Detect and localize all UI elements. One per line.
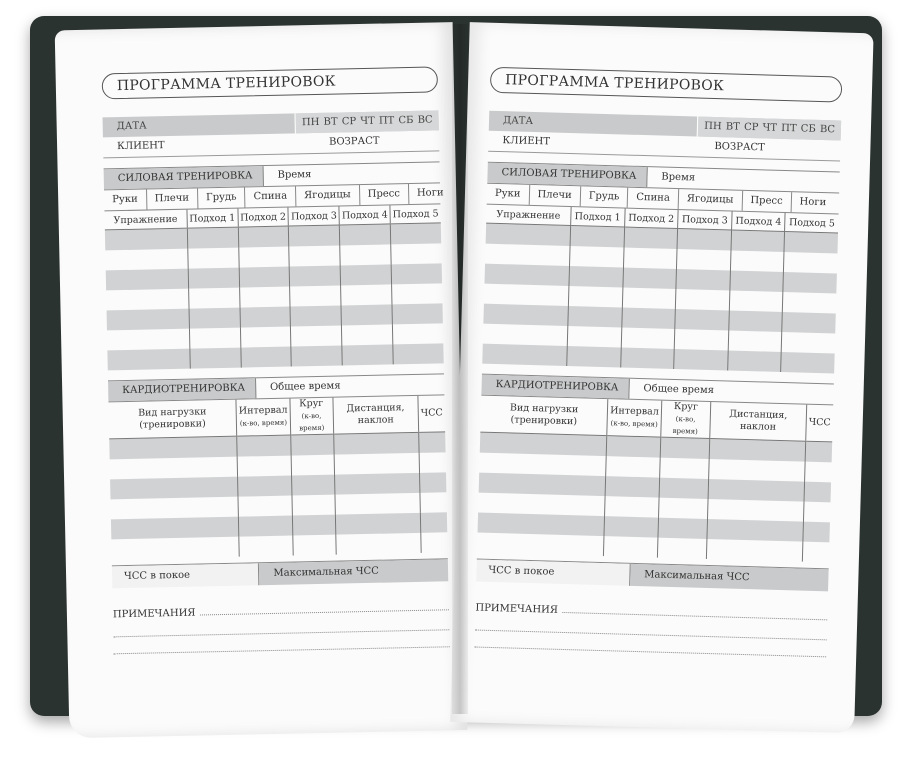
col-interval bbox=[236, 399, 290, 437]
col-circle-label: Круг bbox=[673, 400, 699, 413]
col-interval-label: Интервал bbox=[610, 405, 659, 418]
col-interval-label: Интервал bbox=[238, 404, 288, 417]
col-load-type: Вид нагрузки (тренировки) bbox=[108, 400, 236, 439]
right-page bbox=[450, 22, 873, 733]
cardio-table bbox=[477, 396, 833, 563]
weekdays: ПН ВТ СР ЧТ ПТ СБ ВС bbox=[295, 110, 439, 133]
cardio-section bbox=[108, 373, 448, 559]
muscle-arms: Руки bbox=[104, 190, 147, 211]
col-set-5: Подход 5 bbox=[785, 213, 839, 233]
col-interval bbox=[607, 399, 662, 437]
page-title: ПРОГРАММА ТРЕНИРОВОК bbox=[102, 66, 438, 99]
hr-max-label: Максимальная ЧСС bbox=[630, 564, 829, 592]
strength-table bbox=[482, 205, 838, 374]
strength-time-label: Время bbox=[661, 171, 696, 184]
date-label: ДАТА bbox=[502, 115, 534, 127]
muscle-shoulders: Плечи bbox=[147, 188, 199, 209]
heart-rate-row bbox=[476, 559, 829, 592]
muscle-glutes: Ягодицы bbox=[296, 185, 360, 206]
client-label: КЛИЕНТ bbox=[502, 135, 551, 148]
col-set-4: Подход 4 bbox=[339, 205, 390, 225]
book-gutter bbox=[452, 24, 468, 714]
col-load-type: Вид нагрузки (тренировки) bbox=[480, 396, 608, 436]
col-interval-sub: (к-во, время) bbox=[239, 418, 288, 428]
notes-section bbox=[474, 598, 827, 658]
muscle-chest: Грудь bbox=[580, 186, 628, 207]
col-set-4: Подход 4 bbox=[731, 212, 785, 232]
col-set-3: Подход 3 bbox=[678, 210, 732, 230]
col-set-1: Подход 1 bbox=[187, 209, 238, 229]
col-circle bbox=[290, 398, 334, 435]
weekdays: ПН ВТ СР ЧТ ПТ СБ ВС bbox=[697, 117, 841, 141]
date-label: ДАТА bbox=[116, 120, 147, 133]
client-label: КЛИЕНТ bbox=[117, 140, 165, 153]
muscle-abs: Пресс bbox=[359, 184, 409, 205]
strength-title: СИЛОВАЯ ТРЕНИРОВКА bbox=[487, 163, 647, 187]
col-circle-sub: (к-во, время) bbox=[299, 411, 325, 433]
age-label: ВОЗРАСТ bbox=[328, 135, 380, 148]
cardio-total-time-label: Общее время bbox=[269, 380, 341, 393]
col-circle-sub: (к-во, время) bbox=[672, 415, 698, 436]
muscle-arms: Руки bbox=[487, 184, 530, 205]
muscle-back: Спина bbox=[628, 188, 679, 209]
muscle-abs: Пресс bbox=[742, 191, 792, 212]
col-exercise: Упражнение bbox=[486, 205, 571, 226]
hr-rest-label: ЧСС в покое bbox=[112, 563, 260, 588]
muscle-chest: Грудь bbox=[198, 187, 246, 208]
muscle-legs: Ноги bbox=[416, 187, 444, 199]
strength-time-label: Время bbox=[277, 169, 312, 181]
notes-label: ПРИМЕЧАНИЯ bbox=[475, 602, 559, 616]
cardio-total-time-label: Общее время bbox=[643, 383, 715, 397]
col-set-1: Подход 1 bbox=[571, 207, 625, 227]
strength-section bbox=[482, 162, 840, 374]
strength-table bbox=[104, 204, 443, 370]
hr-rest-label: ЧСС в покое bbox=[476, 560, 630, 586]
col-circle-label: Круг bbox=[299, 397, 324, 410]
left-page bbox=[55, 22, 468, 738]
right-page-content bbox=[474, 67, 842, 658]
notes-section bbox=[113, 597, 450, 654]
col-hr: ЧСС bbox=[418, 395, 445, 432]
notes-label: ПРИМЕЧАНИЯ bbox=[112, 607, 196, 621]
muscle-glutes: Ягодицы bbox=[679, 189, 743, 211]
col-interval-sub: (к-во, время) bbox=[610, 419, 658, 429]
col-set-2: Подход 2 bbox=[238, 208, 289, 228]
col-set-5: Подход 5 bbox=[390, 204, 441, 224]
left-page-content bbox=[102, 66, 450, 654]
muscle-legs: Ноги bbox=[799, 196, 827, 209]
col-distance: Дистанция, наклон bbox=[333, 396, 419, 434]
heart-rate-row bbox=[112, 558, 448, 588]
cardio-section bbox=[477, 374, 834, 563]
muscle-back: Спина bbox=[245, 186, 296, 207]
col-set-2: Подход 2 bbox=[624, 209, 678, 229]
strength-title: СИЛОВАЯ ТРЕНИРОВКА bbox=[104, 166, 264, 189]
muscle-shoulders: Плечи bbox=[529, 185, 581, 206]
cardio-title: КАРДИОТРЕНИРОВКА bbox=[481, 375, 629, 399]
col-set-3: Подход 3 bbox=[288, 206, 339, 226]
col-distance: Дистанция, наклон bbox=[710, 402, 807, 441]
page-title: ПРОГРАММА ТРЕНИРОВОК bbox=[490, 67, 843, 103]
cardio-title: КАРДИОТРЕНИРОВКА bbox=[108, 378, 256, 401]
age-label: ВОЗРАСТ bbox=[714, 141, 765, 154]
hr-max-label: Максимальная ЧСС bbox=[259, 559, 448, 585]
col-circle bbox=[661, 401, 711, 439]
col-hr: ЧСС bbox=[806, 405, 833, 442]
col-exercise: Упражнение bbox=[104, 210, 187, 230]
cardio-table bbox=[108, 395, 447, 559]
strength-section bbox=[104, 161, 444, 370]
